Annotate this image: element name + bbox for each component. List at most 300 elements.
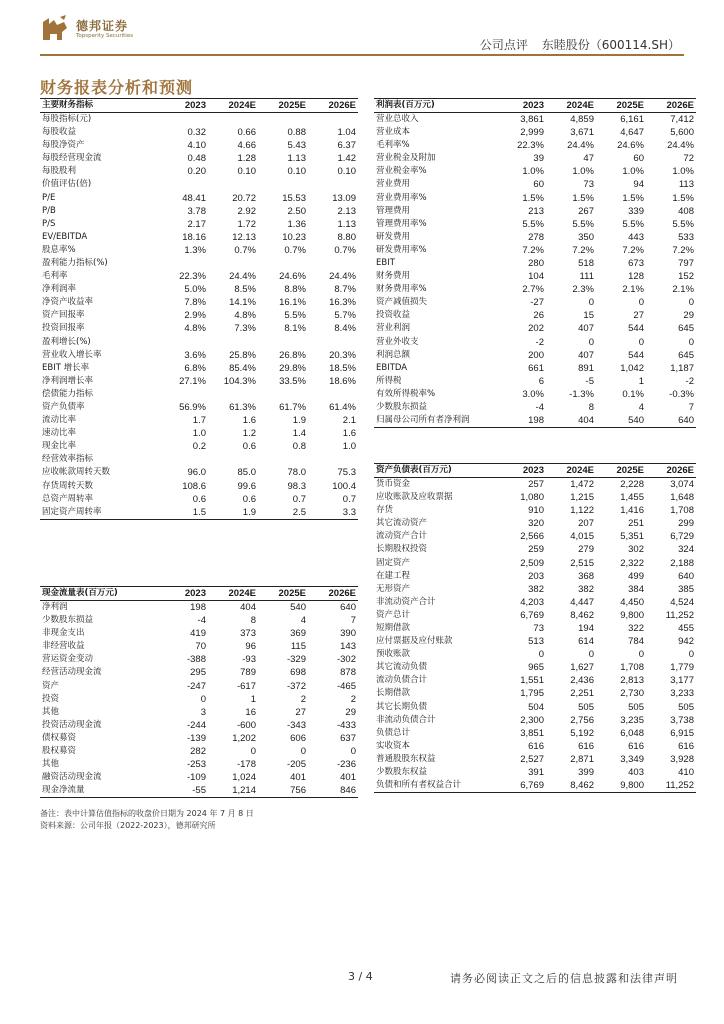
table-row — [374, 191, 696, 204]
value-cell: 1.04 — [337, 127, 356, 139]
value-cell: 2 — [350, 693, 356, 705]
table-row — [374, 543, 696, 556]
value-cell — [308, 113, 358, 127]
value-cell: 5,192 — [570, 727, 594, 739]
row-label: 货币资金 — [376, 479, 411, 489]
value-cell: 846 — [308, 784, 358, 798]
value-cell: 3,349 — [620, 753, 644, 765]
value-cell: 94 — [633, 179, 644, 191]
value-cell: 2.1% — [672, 284, 694, 296]
value-cell: 200 — [528, 349, 544, 361]
value-cell: 24.6% — [617, 140, 644, 152]
value-cell: 3 — [200, 706, 206, 718]
value-cell: 1,648 — [670, 492, 694, 504]
value-cell: 85.4% — [229, 362, 256, 374]
row-label: 资产 — [42, 680, 60, 691]
table-row — [374, 504, 696, 517]
value-cell: 0 — [638, 649, 644, 661]
value-cell: 518 — [578, 257, 594, 269]
value-cell: 4,647 — [620, 127, 644, 139]
value-cell: 1,080 — [520, 492, 544, 504]
value-cell: 6,769 — [520, 609, 544, 621]
column-header: 2023 — [496, 464, 546, 478]
value-cell: 1,202 — [232, 732, 256, 744]
value-cell: 1,215 — [570, 492, 594, 504]
value-cell: 16.1% — [279, 297, 306, 309]
value-cell: 8.5% — [234, 284, 256, 296]
value-cell: 0.32 — [187, 127, 206, 139]
table-row — [374, 283, 696, 296]
row-label: 营业总收入 — [376, 114, 419, 124]
value-cell: 115 — [290, 641, 306, 653]
table-row — [40, 601, 358, 615]
value-cell: 0.7 — [292, 493, 306, 505]
row-label: 营业利润 — [376, 323, 411, 334]
value-cell: 18.5% — [329, 362, 356, 374]
value-cell: 194 — [578, 622, 594, 634]
row-label: 每股指标(元) — [42, 114, 92, 124]
value-cell: 4 — [638, 402, 644, 414]
row-label: 短期借款 — [376, 622, 411, 633]
table-row — [40, 758, 358, 771]
value-cell — [208, 453, 258, 466]
value-cell: 942 — [678, 636, 694, 648]
value-cell: 8.1% — [284, 323, 306, 335]
value-cell: -388 — [186, 654, 206, 666]
row-label: 净资产收益率 — [42, 297, 94, 308]
value-cell: 368 — [578, 570, 594, 582]
value-cell: 1 — [250, 693, 256, 705]
value-cell: -433 — [336, 719, 356, 731]
value-cell: 1.9 — [292, 415, 306, 427]
value-cell: 60 — [533, 179, 544, 191]
value-cell: 61.4% — [329, 402, 356, 414]
value-cell: 85.0 — [237, 467, 256, 479]
value-cell: 0 — [300, 745, 306, 757]
column-header: 2024E — [208, 99, 258, 113]
value-cell — [258, 388, 308, 401]
value-cell: 640 — [678, 570, 694, 582]
value-cell: 2.3% — [572, 284, 594, 296]
row-label: 少数股东权益 — [376, 767, 428, 778]
value-cell: 9,800 — [620, 609, 644, 621]
table-row — [40, 231, 358, 244]
value-cell: 207 — [578, 518, 594, 530]
value-cell: 4,450 — [620, 596, 644, 608]
value-cell: 282 — [190, 745, 206, 757]
row-label: 资产负债率 — [42, 402, 85, 413]
row-label: 盈利能力指标(%) — [42, 257, 108, 268]
value-cell: 73 — [533, 622, 544, 634]
row-label: 非流动资产合计 — [376, 596, 436, 607]
value-cell: 1,214 — [208, 784, 258, 798]
value-cell — [258, 453, 308, 466]
value-cell: 4,859 — [570, 114, 594, 125]
table-row — [374, 231, 696, 244]
value-cell: 0.8 — [292, 441, 306, 453]
value-cell — [208, 257, 258, 270]
row-label: 营业费用率% — [376, 192, 427, 203]
value-cell: 419 — [190, 628, 206, 640]
value-cell: 1.3% — [184, 244, 206, 256]
value-cell: 18.6% — [329, 375, 356, 387]
table-row — [374, 218, 696, 231]
table-row — [374, 661, 696, 674]
table-row — [374, 701, 696, 714]
row-label: 归属母公司所有者净利润 — [374, 414, 496, 428]
value-cell: -253 — [186, 759, 206, 771]
value-cell: 350 — [578, 231, 594, 243]
value-cell: 0.7% — [234, 244, 256, 256]
value-cell: 407 — [578, 349, 594, 361]
value-cell: -0.3% — [669, 388, 694, 400]
table-row — [40, 453, 358, 466]
row-label: 营业成本 — [376, 127, 411, 138]
value-cell: 0 — [638, 297, 644, 309]
value-cell: 0 — [250, 745, 256, 757]
value-cell: -4 — [197, 615, 206, 627]
row-label: 负债总计 — [376, 727, 411, 738]
value-cell: 48.41 — [182, 192, 206, 204]
row-label: 财务费用率% — [376, 284, 427, 295]
row-label: P/B — [42, 205, 56, 216]
value-cell: 20.3% — [329, 349, 356, 361]
value-cell: 504 — [528, 701, 544, 713]
value-cell: 2,251 — [570, 688, 594, 700]
value-cell: 606 — [290, 732, 306, 744]
row-label: 债权募资 — [42, 732, 77, 743]
table-row — [40, 309, 358, 322]
value-cell: 8,462 — [570, 609, 594, 621]
table-row — [374, 244, 696, 257]
value-cell: 0.7 — [342, 493, 356, 505]
value-cell: 7 — [350, 615, 356, 627]
value-cell: 104 — [528, 271, 544, 283]
key-indicators-table — [40, 98, 358, 520]
value-cell: 6,161 — [620, 114, 644, 125]
value-cell: 533 — [678, 231, 694, 243]
row-label: EV/EBITDA — [42, 231, 88, 242]
value-cell: 3.78 — [187, 205, 206, 217]
value-cell: 1.5% — [572, 192, 594, 204]
value-cell: 0 — [200, 693, 206, 705]
table-row — [374, 530, 696, 543]
table-row — [374, 517, 696, 530]
value-cell: 0.6 — [242, 441, 256, 453]
value-cell: 7.2% — [572, 244, 594, 256]
value-cell: 4,203 — [520, 596, 544, 608]
report-header — [480, 36, 680, 53]
value-cell: 14.1% — [229, 297, 256, 309]
value-cell — [208, 178, 258, 191]
value-cell: 455 — [678, 622, 694, 634]
value-cell: 15 — [583, 310, 594, 322]
table-row — [40, 706, 358, 719]
table-row — [374, 205, 696, 218]
value-cell — [308, 388, 358, 401]
value-cell: 24.6% — [279, 271, 306, 283]
row-label: 融资活动现金流 — [42, 772, 102, 783]
table-row — [40, 152, 358, 165]
value-cell — [308, 336, 358, 349]
row-label: 净利润增长率 — [42, 375, 94, 386]
value-cell: 257 — [528, 479, 544, 490]
table-row — [374, 753, 696, 766]
value-cell: 399 — [578, 767, 594, 779]
value-cell: 505 — [678, 701, 694, 713]
row-label: 盈利增长(%) — [42, 336, 91, 347]
value-cell: 2.9% — [184, 310, 206, 322]
value-cell: 6,915 — [670, 727, 694, 739]
table-row — [374, 152, 696, 165]
value-cell: 6.8% — [184, 362, 206, 374]
row-label: 价值评估(倍) — [42, 179, 92, 190]
value-cell: -5 — [585, 375, 594, 387]
row-label: 营业费用 — [376, 179, 411, 190]
row-label: 普通股股东权益 — [376, 753, 436, 764]
value-cell: 616 — [678, 740, 694, 752]
table-row — [40, 679, 358, 692]
value-cell: 0.66 — [237, 127, 256, 139]
column-header: 2025E — [596, 464, 646, 478]
value-cell: 5.0% — [184, 284, 206, 296]
value-cell: 965 — [528, 662, 544, 674]
value-cell: 2.50 — [287, 205, 306, 217]
table-row — [40, 693, 358, 706]
value-cell — [308, 257, 358, 270]
row-label: 非经营收益 — [42, 641, 85, 652]
table-row — [40, 784, 358, 798]
value-cell: 3.0% — [522, 388, 544, 400]
row-label: 营业税金及附加 — [376, 153, 436, 164]
table-row — [374, 714, 696, 727]
column-header: 2025E — [258, 587, 308, 601]
value-cell: 0.88 — [287, 127, 306, 139]
row-label: EBIT — [376, 257, 395, 268]
row-label: 在建工程 — [376, 570, 411, 581]
column-header: 2025E — [596, 99, 646, 113]
value-cell: 27 — [295, 706, 306, 718]
row-label: 每股经营现金流 — [42, 153, 102, 164]
value-cell: 797 — [678, 257, 694, 269]
value-cell: 13.09 — [332, 192, 356, 204]
value-cell: 4.66 — [237, 140, 256, 152]
row-label: 毛利率% — [376, 140, 410, 151]
table-row — [40, 771, 358, 784]
value-cell: 1.6 — [242, 415, 256, 427]
row-label: 存货周转天数 — [42, 480, 94, 491]
value-cell: 24.4% — [229, 271, 256, 283]
row-label: 净利润 — [42, 602, 68, 612]
value-cell: -600 — [236, 719, 256, 731]
value-cell: 4,015 — [570, 531, 594, 543]
value-cell: 513 — [528, 636, 544, 648]
value-cell: 152 — [678, 271, 694, 283]
value-cell: 15.53 — [282, 192, 306, 204]
table-row — [374, 349, 696, 362]
row-label: 资产总计 — [376, 609, 411, 620]
value-cell: 128 — [628, 271, 644, 283]
value-cell: 0 — [688, 297, 694, 309]
value-cell: 2,188 — [670, 557, 694, 569]
value-cell: 0.1% — [622, 388, 644, 400]
value-cell: 1.9 — [208, 506, 258, 520]
value-cell: 7 — [688, 402, 694, 414]
value-cell: 616 — [578, 740, 594, 752]
value-cell: 2 — [300, 693, 306, 705]
table-header-row — [374, 99, 696, 113]
column-header: 2023 — [158, 99, 208, 113]
row-label: 流动比率 — [42, 415, 77, 426]
value-cell: 267 — [578, 205, 594, 217]
row-label: 总资产周转率 — [42, 493, 94, 504]
brand-english-name: Topsperity Securities — [76, 33, 134, 39]
value-cell: 410 — [678, 767, 694, 779]
value-cell: 3,177 — [670, 675, 694, 687]
value-cell: 16 — [245, 706, 256, 718]
value-cell: 1,455 — [620, 492, 644, 504]
row-label: 少数股东损益 — [42, 615, 94, 626]
value-cell: 27 — [633, 310, 644, 322]
table-row — [374, 648, 696, 661]
row-label: 应付票据及应付账款 — [376, 636, 453, 647]
value-cell: 1.5% — [622, 192, 644, 204]
table-row — [374, 478, 696, 492]
value-cell: 1.0% — [672, 166, 694, 178]
value-cell: 616 — [528, 740, 544, 752]
value-cell: 320 — [528, 518, 544, 530]
value-cell: 25.8% — [229, 349, 256, 361]
value-cell: 5.5% — [622, 218, 644, 230]
value-cell: 1,472 — [570, 479, 594, 490]
table-row — [40, 614, 358, 627]
header-divider — [40, 54, 684, 56]
value-cell — [308, 453, 358, 466]
value-cell: 278 — [528, 231, 544, 243]
value-cell: 302 — [628, 544, 644, 556]
value-cell: 404 — [546, 414, 596, 428]
value-cell: -343 — [286, 719, 306, 731]
value-cell: -205 — [286, 759, 306, 771]
table-row — [40, 414, 358, 427]
value-cell: 259 — [528, 544, 544, 556]
value-cell: -244 — [186, 719, 206, 731]
section-title: 财务报表分析和预测 — [40, 78, 194, 97]
value-cell: 2.17 — [187, 218, 206, 230]
value-cell: 1.0 — [192, 428, 206, 440]
table-row — [40, 349, 358, 362]
cash-flow-table — [40, 586, 358, 798]
row-label: 营运资金变动 — [42, 654, 94, 665]
row-label: 其他 — [42, 759, 60, 770]
value-cell: 29 — [345, 706, 356, 718]
value-cell: 1.0 — [342, 441, 356, 453]
value-cell: 7.3% — [234, 323, 256, 335]
value-cell: 5,351 — [620, 531, 644, 543]
value-cell: -2 — [535, 336, 544, 348]
row-label: 资产减值损失 — [376, 297, 428, 308]
value-cell: 0.48 — [187, 153, 206, 165]
value-cell: 373 — [240, 628, 256, 640]
table-row — [40, 627, 358, 640]
column-header: 2026E — [308, 99, 358, 113]
value-cell: 2,999 — [520, 127, 544, 139]
value-cell: 0.2 — [192, 441, 206, 453]
table-row — [40, 732, 358, 745]
table-row — [374, 779, 696, 793]
bull-logo-icon — [40, 14, 70, 44]
value-cell: 5.5% — [522, 218, 544, 230]
value-cell: 96 — [245, 641, 256, 653]
column-header: 2026E — [308, 587, 358, 601]
column-header: 2024E — [208, 587, 258, 601]
column-header: 2025E — [258, 99, 308, 113]
value-cell: 544 — [628, 323, 644, 335]
value-cell: 4.8% — [184, 323, 206, 335]
value-cell: 24.4% — [667, 140, 694, 152]
value-cell: 7.2% — [622, 244, 644, 256]
value-cell: 18.16 — [182, 231, 206, 243]
row-label: 股息率% — [42, 244, 76, 255]
table-title-cell: 现金流量表(百万元) — [40, 587, 158, 601]
column-header: 2024E — [546, 99, 596, 113]
value-cell: 3,861 — [520, 114, 544, 125]
column-header: 2023 — [158, 587, 208, 601]
value-cell: 637 — [340, 732, 356, 744]
row-label: 现金比率 — [42, 441, 77, 452]
value-cell: 2,566 — [520, 531, 544, 543]
table-row — [374, 113, 696, 127]
value-cell: 499 — [628, 570, 644, 582]
value-cell: 0 — [688, 649, 694, 661]
value-cell: 1.5% — [522, 192, 544, 204]
row-label: 应收帐款周转天数 — [42, 467, 111, 478]
value-cell: 7.2% — [672, 244, 694, 256]
table-row — [40, 283, 358, 296]
value-cell: -329 — [286, 654, 306, 666]
value-cell: 1.4 — [292, 428, 306, 440]
value-cell: 385 — [678, 583, 694, 595]
value-cell: 2.92 — [237, 205, 256, 217]
table-row — [374, 491, 696, 504]
value-cell: 5.5% — [672, 218, 694, 230]
value-cell: 0 — [588, 336, 594, 348]
value-cell: 784 — [628, 636, 644, 648]
table-row — [374, 336, 696, 349]
row-label: P/S — [42, 218, 56, 229]
value-cell: 2,322 — [620, 557, 644, 569]
value-cell: 8.80 — [337, 231, 356, 243]
value-cell: 12.13 — [232, 231, 256, 243]
table-row — [374, 362, 696, 375]
row-label: 投资回报率 — [42, 323, 85, 334]
value-cell: 108.6 — [182, 480, 206, 492]
value-cell: 1,551 — [520, 675, 544, 687]
value-cell: 661 — [528, 362, 544, 374]
value-cell: 0 — [638, 336, 644, 348]
row-label: 管理费用 — [376, 205, 411, 216]
row-label: 营业外收支 — [376, 336, 419, 347]
row-label: 利润总额 — [376, 349, 411, 360]
value-cell: 2.1 — [342, 415, 356, 427]
value-cell: -93 — [242, 654, 256, 666]
value-cell: -236 — [336, 759, 356, 771]
table-row — [374, 596, 696, 609]
table-row — [40, 191, 358, 204]
value-cell: -465 — [336, 680, 356, 692]
table-row — [40, 244, 358, 257]
row-label: 每股股利 — [42, 166, 77, 177]
